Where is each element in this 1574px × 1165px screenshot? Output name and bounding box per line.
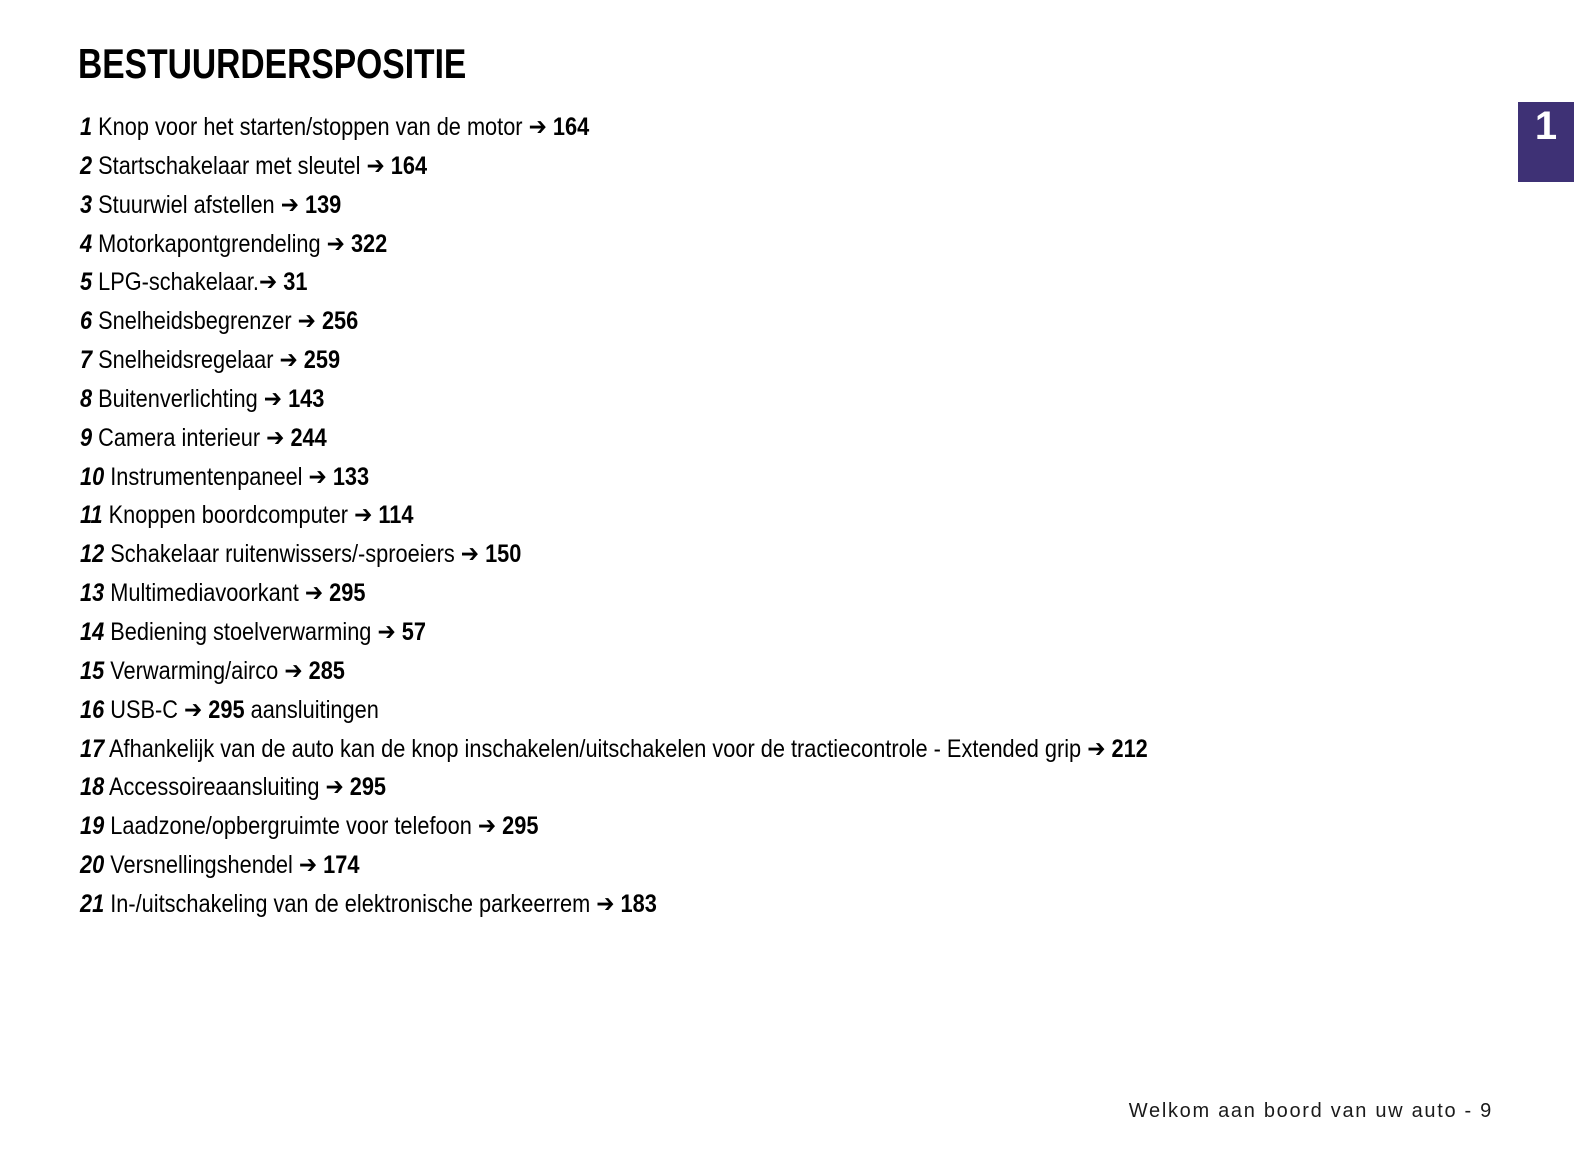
page-reference-link[interactable] [259, 268, 307, 296]
page-number: 174 [323, 851, 360, 880]
item-number: 4 [80, 229, 93, 258]
list-item-12 [80, 535, 1559, 574]
item-label: Accessoireaansluiting [109, 773, 320, 802]
item-number: 21 [80, 889, 105, 918]
item-number: 10 [80, 462, 105, 491]
list-item-20 [80, 846, 1559, 885]
page-reference-link[interactable] [325, 773, 386, 801]
page-reference-link[interactable] [184, 696, 245, 724]
page-reference-link[interactable] [309, 463, 370, 491]
item-number: 7 [80, 346, 93, 375]
item-label: Multimediavoorkant [110, 579, 299, 608]
item-number: 20 [80, 851, 105, 880]
list-item-18 [80, 768, 1559, 807]
section-tab-label: 1 [1534, 104, 1558, 148]
list-item-15 [80, 652, 1559, 691]
list-item-21 [80, 885, 1559, 924]
page-reference-link[interactable] [1087, 735, 1148, 763]
arrow-right-icon: ➔ [280, 189, 299, 219]
arrow-right-icon: ➔ [279, 345, 298, 375]
item-label: Startschakelaar met sleutel [98, 151, 361, 180]
arrow-right-icon: ➔ [298, 850, 318, 880]
arrow-right-icon: ➔ [284, 655, 303, 685]
arrow-right-icon: ➔ [297, 306, 316, 336]
item-number: 13 [80, 579, 105, 608]
page-number: 150 [485, 540, 522, 569]
item-label-suffix: aansluitingen [250, 695, 379, 724]
page-reference-link[interactable] [478, 812, 539, 840]
list-item-17 [80, 730, 1559, 769]
item-label: Bediening stoelverwarming [110, 617, 372, 646]
page-reference-link[interactable] [529, 113, 590, 141]
page-number: 295 [208, 695, 245, 724]
page-reference-link[interactable] [299, 851, 360, 879]
arrow-right-icon: ➔ [354, 500, 373, 530]
list-item-6 [80, 302, 1559, 341]
item-number: 6 [80, 307, 93, 336]
page-number: 295 [349, 773, 387, 802]
item-label: Motorkapontgrendeling [98, 229, 321, 258]
arrow-right-icon: ➔ [304, 578, 324, 608]
page-number: 31 [283, 268, 308, 297]
arrow-right-icon: ➔ [325, 772, 344, 802]
item-number: 1 [80, 113, 93, 141]
page-number: 57 [401, 617, 426, 646]
page-number: 143 [288, 384, 325, 413]
item-label: Snelheidsregelaar [98, 346, 274, 375]
list-item-2 [80, 147, 1559, 186]
list-item-9 [80, 419, 1559, 458]
item-label: Instrumentenpaneel [110, 462, 303, 491]
item-label: Versnellingshendel [110, 851, 293, 880]
page-reference-link[interactable] [280, 346, 341, 374]
item-label: Knop voor het starten/stoppen van de motor [98, 113, 523, 141]
arrow-right-icon: ➔ [326, 228, 345, 258]
page-number: 164 [390, 151, 428, 180]
page-number: 139 [304, 190, 342, 219]
list-item-4 [80, 225, 1559, 264]
arrow-right-icon: ➔ [258, 267, 278, 297]
arrow-right-icon: ➔ [460, 539, 480, 569]
items-list [80, 108, 1559, 924]
arrow-right-icon: ➔ [528, 112, 547, 141]
item-label: Laadzone/opbergruimte voor telefoon [110, 812, 472, 841]
arrow-right-icon: ➔ [308, 461, 327, 491]
page-number: 322 [350, 229, 388, 258]
item-number: 11 [80, 501, 103, 530]
page-reference-link[interactable] [327, 230, 388, 258]
arrow-right-icon: ➔ [183, 694, 203, 724]
item-number: 14 [80, 617, 105, 646]
arrow-right-icon: ➔ [477, 811, 497, 841]
footer-page-indicator: Welkom aan boord van uw auto - 9 [1128, 1100, 1493, 1122]
page-reference-link[interactable] [264, 385, 325, 413]
page-number: 256 [321, 307, 359, 336]
item-number: 3 [80, 190, 93, 219]
list-item-16 [80, 691, 1559, 730]
page-number: 295 [329, 579, 366, 608]
list-item-10 [80, 458, 1559, 497]
page-number: 295 [502, 812, 539, 841]
page-title: BESTUURDERSPOSITIE [78, 40, 467, 87]
arrow-right-icon: ➔ [596, 888, 615, 918]
section-tab-1[interactable] [1518, 102, 1574, 182]
page-number: 164 [552, 113, 590, 141]
item-label: Afhankelijk van de auto kan de knop inschakelen/uitschakelen voor de tractiecontrole - Extended grip [109, 734, 1082, 763]
page-reference-link[interactable] [354, 501, 413, 529]
page-number: 212 [1111, 734, 1148, 763]
page-reference-link[interactable] [596, 890, 657, 918]
item-number: 16 [80, 695, 105, 724]
page-number: 114 [378, 501, 414, 530]
list-item-3 [80, 186, 1559, 225]
item-label: Stuurwiel afstellen [98, 190, 275, 219]
list-item-13 [80, 574, 1559, 613]
item-number: 18 [80, 773, 105, 802]
list-item-5 [80, 263, 1559, 302]
item-label: Camera interieur [98, 423, 261, 452]
list-item-11 [80, 496, 1559, 535]
page-reference-link[interactable] [298, 307, 359, 335]
page-reference-link[interactable] [266, 424, 327, 452]
item-number: 8 [80, 384, 93, 413]
page-number: 285 [308, 656, 345, 685]
arrow-right-icon: ➔ [1087, 733, 1106, 763]
item-number: 5 [80, 268, 93, 297]
page-number: 244 [290, 423, 327, 452]
item-number: 17 [80, 734, 105, 763]
arrow-right-icon: ➔ [266, 422, 285, 452]
item-label: Buitenverlichting [98, 384, 258, 413]
item-label: Knoppen boordcomputer [108, 501, 349, 530]
list-item-1 [80, 108, 1559, 147]
item-label: In-/uitschakeling van de elektronische parkeerrem [110, 889, 591, 918]
page-number: 133 [332, 462, 370, 491]
arrow-right-icon: ➔ [366, 150, 385, 180]
page-reference-link[interactable] [284, 657, 345, 685]
page-reference-link[interactable] [377, 618, 425, 646]
page-number: 259 [303, 346, 341, 375]
page-reference-link[interactable] [305, 579, 366, 607]
arrow-right-icon: ➔ [263, 383, 283, 413]
arrow-right-icon: ➔ [377, 616, 396, 646]
item-label: LPG-schakelaar. [98, 268, 259, 297]
page-reference-link[interactable] [461, 540, 522, 568]
list-item-19 [80, 807, 1559, 846]
page-reference-link[interactable] [281, 191, 342, 219]
page-number: 183 [620, 889, 657, 918]
item-label: USB-C [110, 695, 178, 724]
item-number: 2 [80, 151, 93, 180]
item-number: 19 [80, 812, 105, 841]
item-number: 9 [80, 423, 93, 452]
list-item-7 [80, 341, 1559, 380]
item-number: 12 [80, 540, 105, 569]
list-item-8 [80, 380, 1559, 419]
item-label: Schakelaar ruitenwissers/-sproeiers [110, 540, 455, 569]
list-item-14 [80, 613, 1559, 652]
item-label: Verwarming/airco [110, 656, 279, 685]
page-reference-link[interactable] [367, 152, 428, 180]
item-label: Snelheidsbegrenzer [98, 307, 292, 336]
item-number: 15 [80, 656, 105, 685]
